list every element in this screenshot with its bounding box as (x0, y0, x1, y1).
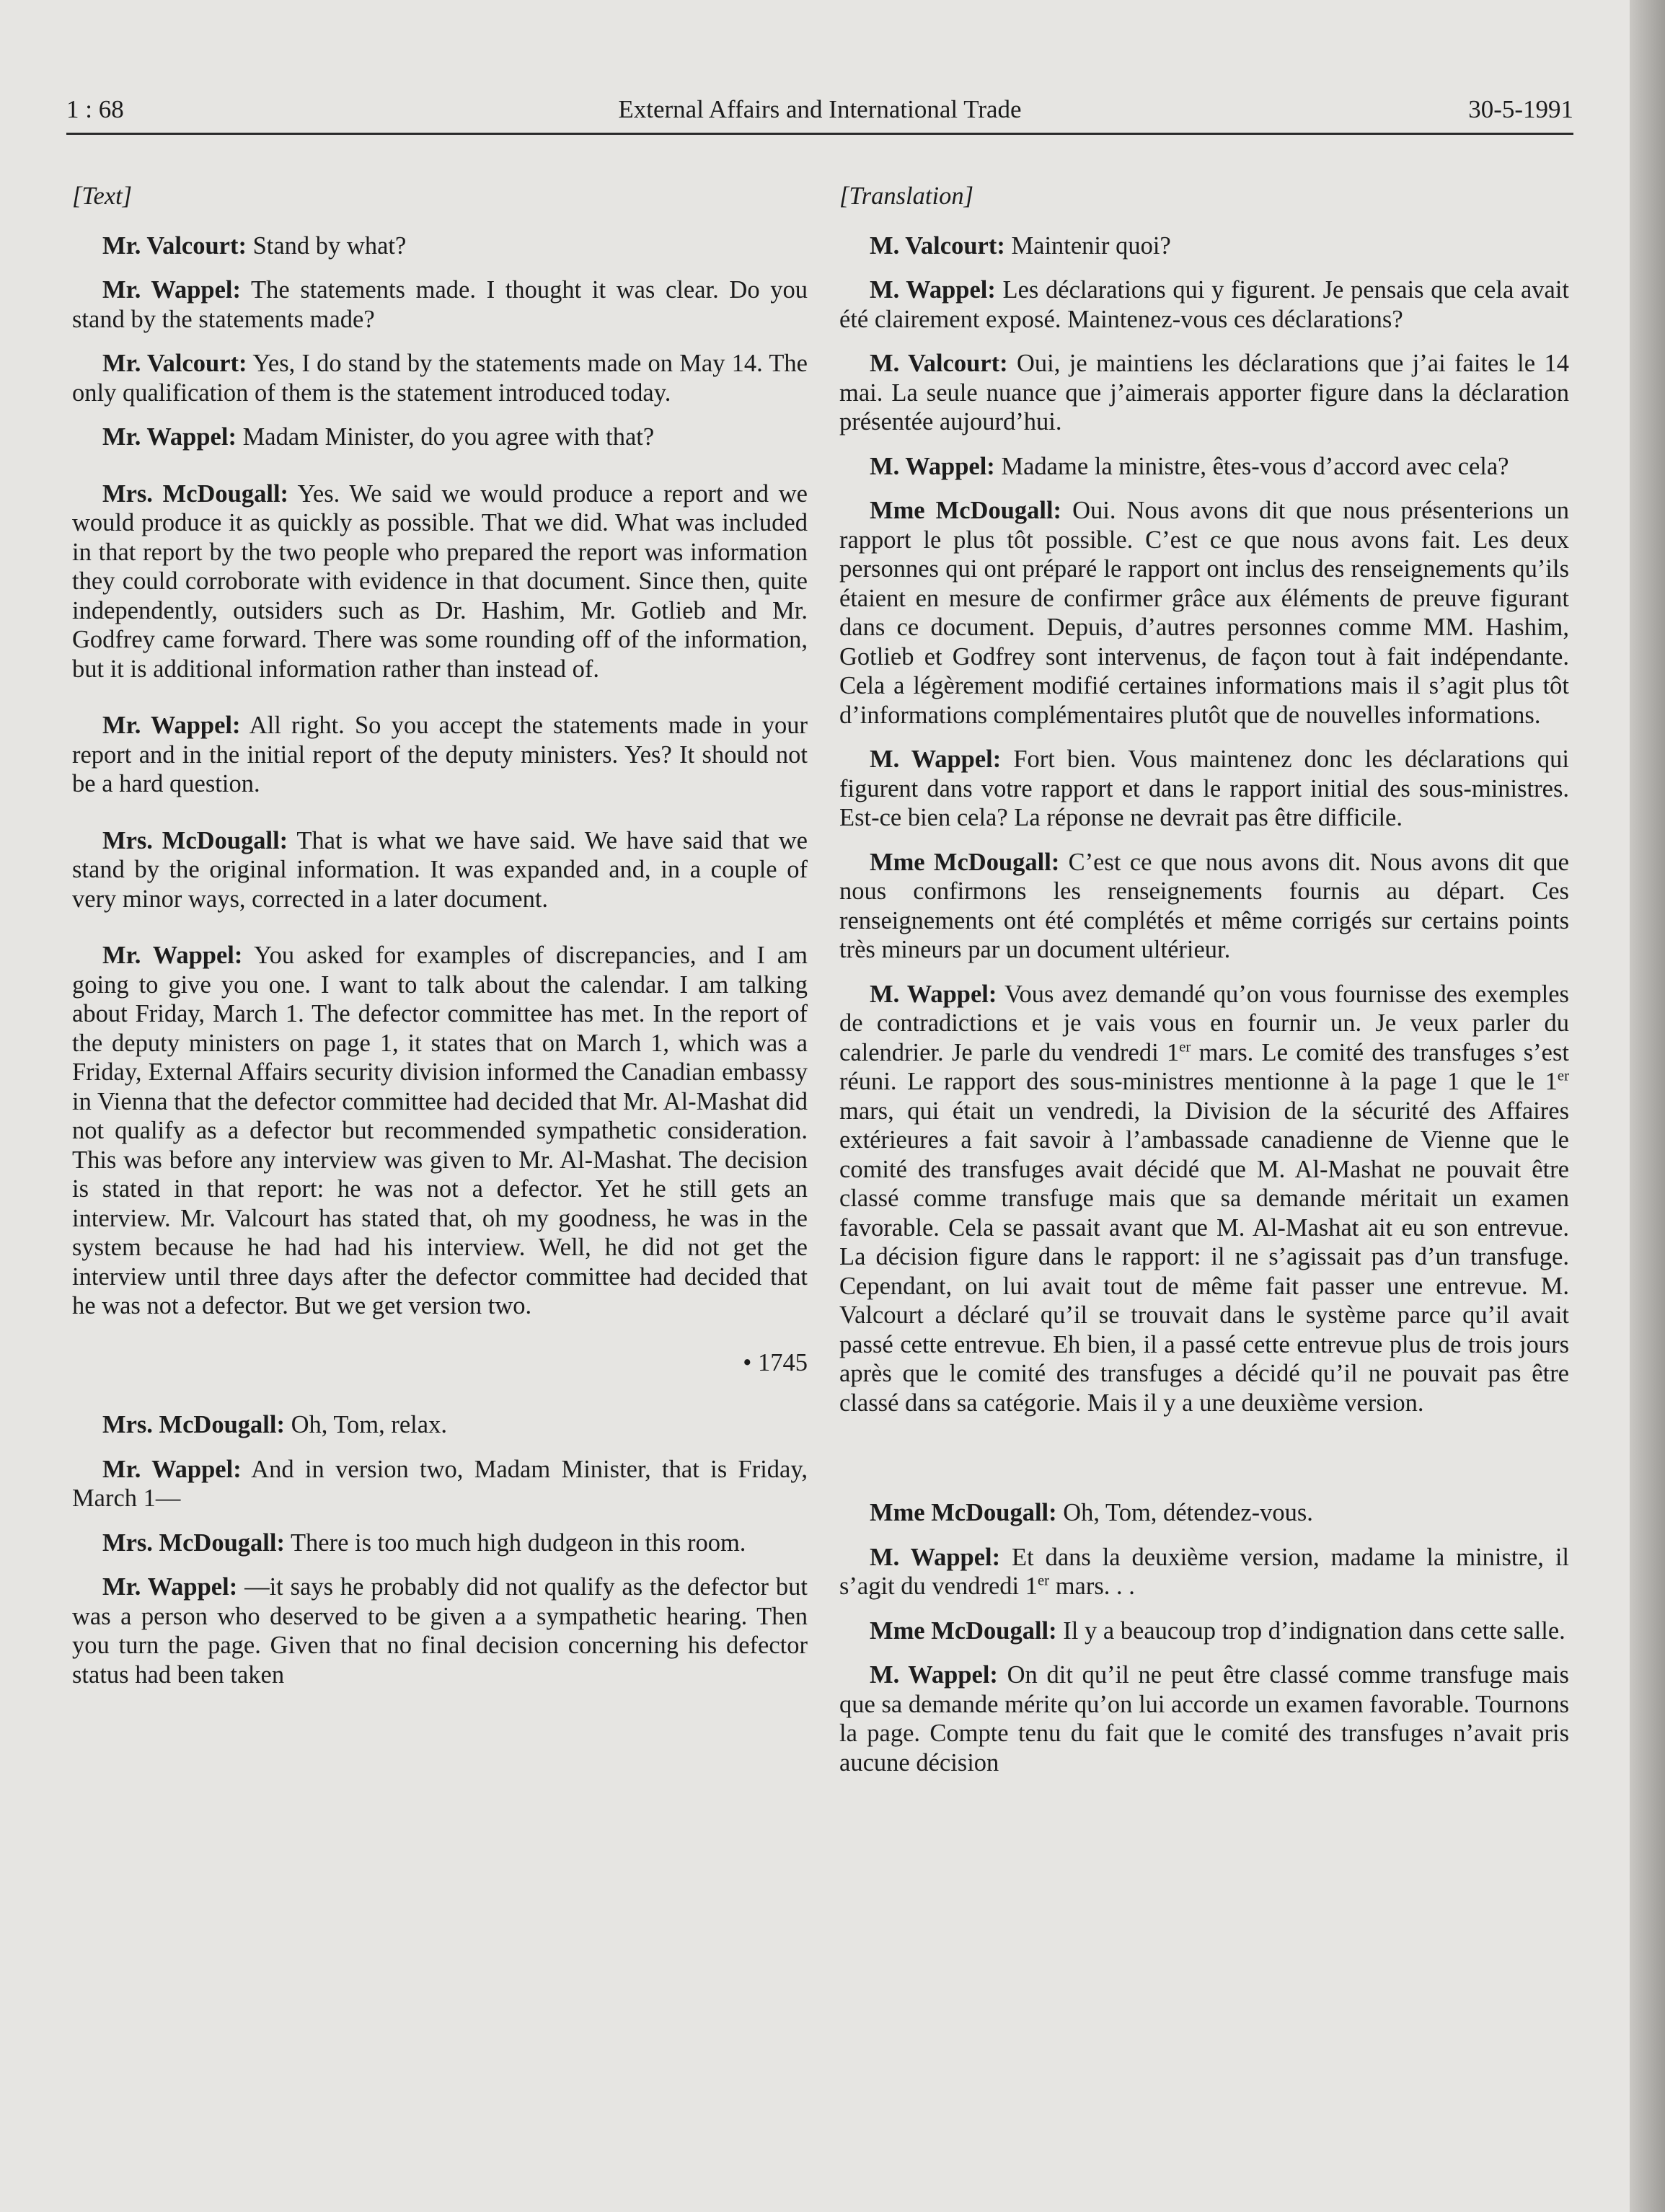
english-paragraphs-after-marker (72, 1410, 808, 1689)
speaker-name: Mme McDougall: (870, 1499, 1057, 1526)
speech-paragraph (72, 423, 808, 452)
speaker-name: Mme McDougall: (870, 848, 1060, 876)
speech-text: Les déclarations qui y figurent. Je pensais que cela avait été clairement exposé. Maintenez-vous ces déclarations? (839, 276, 1569, 333)
page-number: 1 : 68 (66, 95, 124, 123)
speaker-name: Mr. Wappel: (102, 942, 243, 969)
english-column (72, 173, 808, 1704)
page-header (66, 91, 1573, 135)
french-paragraphs (839, 231, 1569, 1418)
speech-text: Yes, I do stand by the statements made on May 14. The only qualification of them is the statement introduced today. (72, 350, 808, 407)
speaker-name: Mr. Wappel: (102, 1455, 242, 1483)
speech-text: There is too much high dudgeon in this room. (284, 1529, 746, 1557)
speech-paragraph (839, 1660, 1569, 1777)
text-label: [Text] (72, 182, 133, 210)
speaker-name: Mr. Wappel: (102, 276, 241, 304)
speaker-name: Mme McDougall: (870, 497, 1062, 524)
speaker-name: M. Wappel: (870, 276, 996, 304)
speech-text: C’est ce que nous avons dit. Nous avons dit que nous confirmons les renseignements fournis au départ. Ces renseignements ont été complétés et même corrigés sur certains points très mineurs par un document ultérieur. (839, 848, 1569, 963)
speech-text: Madam Minister, do you agree with that? (236, 423, 655, 451)
speech-paragraph (839, 980, 1569, 1418)
speech-paragraph (839, 452, 1569, 482)
speech-paragraph (72, 1455, 808, 1513)
speech-paragraph (839, 745, 1569, 833)
page-date: 30-5-1991 (1468, 95, 1573, 123)
speech-text: On dit qu’il ne peut être classé comme transfuge mais que sa demande mérite qu’on lui accorde un examen favorable. Tournons la page. Compte tenu du fait que le comité des transfuges n’avait pris aucune décision (839, 1661, 1569, 1777)
speech-paragraph (839, 349, 1569, 437)
speech-text: That is what we have said. We have said that we stand by the original information. It was expanded and, in a couple of very minor ways, corrected in a later document. (72, 826, 808, 913)
speaker-name: M. Wappel: (870, 1661, 998, 1689)
speaker-name: M. Wappel: (870, 980, 997, 1008)
speech-paragraph (839, 231, 1569, 261)
speech-text: Il y a beaucoup trop d’indignation dans cette salle. (1056, 1616, 1565, 1645)
speech-paragraph (839, 848, 1569, 965)
speaker-name: Mrs. McDougall: (102, 1529, 285, 1557)
speech-text: And in version two, Madam Minister, that is Friday, March 1— (72, 1455, 808, 1512)
speech-text: The statements made. I thought it was clear. Do you stand by the statements made? (72, 276, 808, 333)
speech-text: Fort bien. Vous maintenez donc les déclarations qui figurent dans votre rapport et dans le rapport initial des sous-ministres. Est-ce bien cela? La réponse ne devrait pas être difficile. (839, 746, 1569, 831)
speech-paragraph (72, 1410, 808, 1440)
speech-paragraph (72, 275, 808, 334)
speech-text: Oh, Tom, détendez-vous. (1056, 1499, 1313, 1526)
speech-paragraph (72, 479, 808, 684)
french-column (839, 173, 1569, 1792)
speaker-name: M. Wappel: (870, 1543, 1001, 1571)
speech-paragraph (72, 1529, 808, 1558)
speech-text: You asked for examples of discrepancies, and I am going to give you one. I want to talk about the calendar. I am talking about Friday, March 1. The defector committee has met. In the report of the deputy ministers on page 1, it states that on March 1, which was a Friday, External Affairs security division informed the Canadian embassy in Vienna that the defector committee had decided that Mr. Al-Mashat did not qualify as a defector but recommended sympathetic consideration. This was before any interview was given to Mr. Al-Mashat. The decision is stated in that report: he was not a defector. Yet he still gets an interview. Mr. Valcourt has stated that, oh my goodness, he was in the system because he had had his interview. Well, he did not get the interview until three days after the defector committee had decided that he was not a defector. But we get version two. (72, 942, 808, 1319)
speaker-name: Mr. Wappel: (102, 423, 237, 451)
speech-paragraph (839, 1543, 1569, 1601)
speech-text: Madame la ministre, êtes-vous d’accord avec cela? (994, 452, 1509, 480)
speech-paragraph (72, 826, 808, 914)
speaker-name: M. Valcourt: (870, 231, 1005, 260)
speech-text: Oui. Nous avons dit que nous présenterions un rapport le plus tôt possible. C’est ce que nous avons fait. Les deux personnes qui ont préparé le rapport ont inclus des renseignements qu’ils étaient en mesure de confirmer grâce aux éléments de preuve figurant dans ce document. Depuis, d’autres personnes comme MM. Hashim, Gotlieb et Godfrey sont intervenus, de façon tout à fait indépendante. Cela a légèrement modifié certaines informations mais il s’agit plus tôt d’informations complémentaires plutôt que de nouvelles informations. (839, 497, 1569, 729)
speech-paragraph (839, 1498, 1569, 1528)
speech-paragraph (72, 231, 808, 261)
speech-paragraph (839, 496, 1569, 730)
speech-text: Maintenir quoi? (1004, 231, 1171, 260)
speaker-name: M. Wappel: (870, 746, 1002, 773)
speech-paragraph (839, 1616, 1569, 1646)
speech-paragraph (72, 941, 808, 1321)
speaker-name: Mme McDougall: (870, 1616, 1057, 1645)
translation-label: [Translation] (839, 182, 973, 210)
speech-paragraph (72, 349, 808, 407)
speech-text: Vous avez demandé qu’on vous fournisse des exemples de contradictions et je vais vous en fournir un. Je veux parler du calendrier. Je parle du vendredi 1er mars. Le comité des transfuges s’est réuni. Le rapport des sous-ministres mentionne à la page 1 que le 1er mars, qui était un vendredi, la Division de la sécurité des Affaires extérieures a fait savoir à l’ambassade canadienne de Vienne que le comité des transfuges avait décidé que M. Al-Mashat ne pouvait être classé comme transfuge mais que sa demande méritait un examen favorable. Cela se passait avant que M. Al-Mashat ait eu son entrevue. La décision figure dans le rapport: il ne s’agissait pas d’un transfuge. Cependant, on lui avait tout de même fait passer une entrevue. M. Valcourt a déclaré qu’il se trouvait dans le système parce qu’il avait passé cette entrevue. Eh bien, il a passé cette entrevue plus de trois jours après que le comité des transfuges a décidé qu’il ne pouvait pas être classé dans sa catégorie. Mais il y a une deuxième version. (839, 980, 1569, 1417)
time-marker: • 1745 (743, 1348, 808, 1376)
speech-text: Stand by what? (246, 231, 407, 260)
speech-text: Et dans la deuxième version, madame la ministre, il s’agit du vendredi 1er mars. . . (839, 1543, 1569, 1600)
speech-paragraph (72, 711, 808, 799)
speaker-name: Mrs. McDougall: (102, 1411, 285, 1438)
speaker-name: Mrs. McDougall: (102, 479, 289, 508)
english-paragraphs (72, 231, 808, 1321)
speaker-name: M. Wappel: (870, 452, 995, 480)
speaker-name: M. Valcourt: (870, 350, 1008, 377)
speaker-name: Mrs. McDougall: (102, 826, 288, 854)
speaker-name: Mr. Valcourt: (102, 231, 247, 260)
speech-text: Yes. We said we would produce a report and we would produce it as quickly as possible. That we did. What was included in that report by the two people who prepared the report was information they could corroborate with evidence in that document. Since then, quite independently, outsiders such as Dr. Hashim, Mr. Gotlieb and Mr. Godfrey came forward. There was some rounding off of the information, but it is additional information rather than instead of. (72, 479, 808, 683)
speech-text: Oh, Tom, relax. (284, 1411, 447, 1438)
speaker-name: Mr. Wappel: (102, 1573, 238, 1601)
french-paragraphs-after-marker (839, 1498, 1569, 1777)
scanner-edge (1630, 0, 1665, 2212)
speech-paragraph (839, 275, 1569, 334)
speaker-name: Mr. Valcourt: (102, 350, 247, 377)
speech-paragraph (72, 1572, 808, 1689)
speech-text: —it says he probably did not qualify as the defector but was a person who deserved to be given a a sympathetic hearing. Then you turn the page. Given that no final decision concerning his defector status had been taken (72, 1573, 808, 1689)
speech-text: Oui, je maintiens les déclarations que j’ai faites le 14 mai. La seule nuance que j’aimerais apporter figure dans la déclaration présentée aujourd’hui. (839, 350, 1569, 435)
page-title: External Affairs and International Trade (618, 95, 1022, 123)
speaker-name: Mr. Wappel: (102, 712, 241, 739)
speech-text: All right. So you accept the statements made in your report and in the initial report of the deputy ministers. Yes? It should not be a hard question. (72, 712, 808, 797)
